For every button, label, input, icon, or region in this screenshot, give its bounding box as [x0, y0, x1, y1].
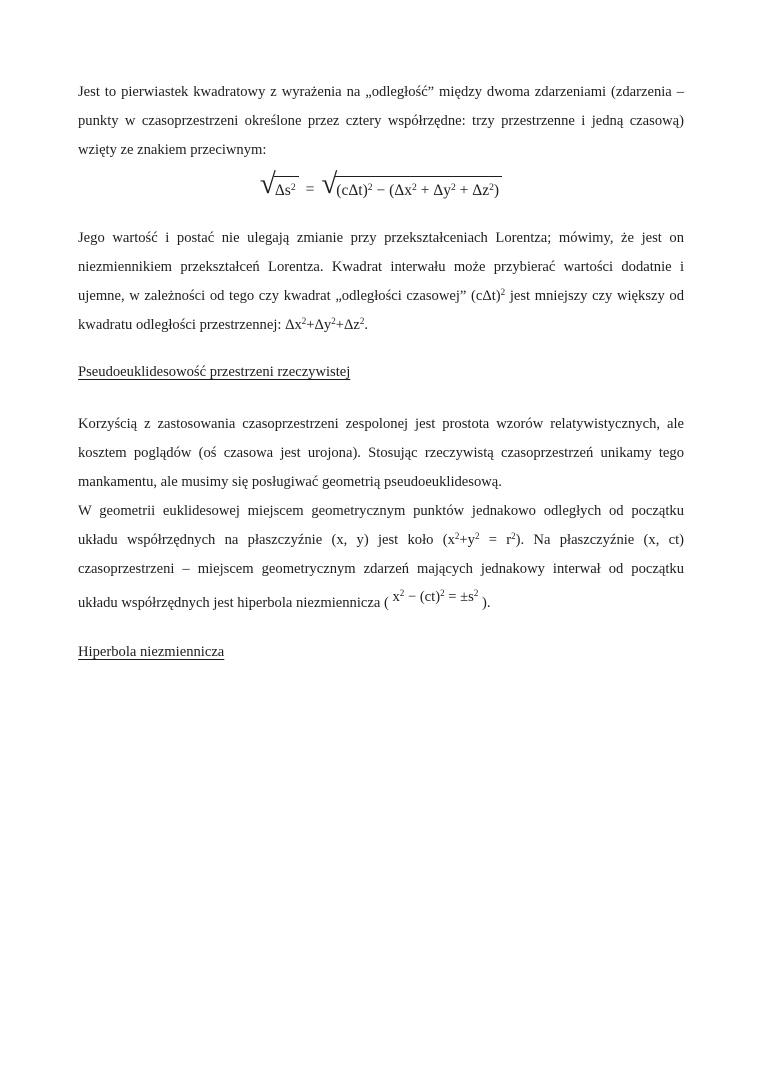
formula-lhs-content: $\Delta s^2$	[274, 176, 299, 200]
heading-pseudoeuklidesowosc: Pseudoeuklidesowość przestrzeni rzeczywistej	[78, 364, 351, 380]
equals-sign: =	[305, 181, 315, 198]
text-line: mankamentu, ale musimy się posługiwać geometrią pseudoeuklidesową.	[78, 474, 502, 490]
sqrt-rhs	[321, 170, 502, 200]
radical-icon: √	[259, 168, 276, 200]
text-line: ujemne, w zależności od tego czy kwadrat „odległości czasowej” $(c\Delta t)^2$ jest mniejszy czy większy od	[78, 287, 684, 304]
paragraph-interval-intro	[78, 78, 684, 165]
text-line: W geometrii euklidesowej miejscem geometrycznym punktów jednakowo odległych od początku	[78, 503, 684, 519]
formula-rhs-content: $(c\Delta t)^2 - (\Delta x^2 + \Delta y^2 + \Delta z^2)$	[335, 176, 502, 200]
heading-hiperbola: Hiperbola niezmiennicza	[78, 644, 225, 660]
text-line: układu współrzędnych jest hiperbola niezmiennicza ( $x^2 - (ct)^2 = \pm s^2$ ).	[78, 588, 491, 611]
radical-icon: √	[321, 168, 338, 200]
text-line: kosztem poglądów (oś czasowa jest urojona). Stosując rzeczywistą czasoprzestrzeń unikamy tego	[78, 445, 684, 461]
text-line: wzięty ze znakiem przeciwnym:	[78, 142, 267, 158]
paragraph-lorentz-invariant	[78, 224, 684, 340]
paragraph-complex-spacetime	[78, 410, 684, 497]
text-line: kwadratu odległości przestrzennej: $\Delta x^2+\Delta y^2+\Delta z^2$.	[78, 316, 369, 333]
text-line: Jego wartość i postać nie ulegają zmianie przy przekształceniach Lorentza; mówimy, że jest on	[78, 230, 684, 246]
text-line: układu współrzędnych na płaszczyźnie (x, y) jest koło $(x^2+y^2 = r^2)$. Na płaszczyźnie (x, ct)	[78, 531, 685, 548]
paragraph-euclidean-geometry	[78, 497, 684, 618]
interval-formula	[78, 168, 684, 208]
text-line: punkty w czasoprzestrzeni określone przez cztery współrzędne: trzy przestrzenne i jedną czasową)	[78, 113, 684, 129]
text-line: czasoprzestrzeni – miejscem geometrycznym zdarzeń mających jednakowy interwał od początku	[78, 561, 684, 577]
text-line: Jest to pierwiastek kwadratowy z wyrażenia na „odległość” między dwoma zdarzeniami (zdarzenia –	[78, 84, 684, 100]
text-line: niezmiennikiem przekształceń Lorentza. Kwadrat interwału może przybierać wartości dodatnie i	[78, 259, 684, 275]
sqrt-lhs	[260, 170, 299, 200]
text-line: Korzyścią z zastosowania czasoprzestrzeni zespolonej jest prostota wzorów relatywistycznych, ale	[78, 416, 684, 432]
